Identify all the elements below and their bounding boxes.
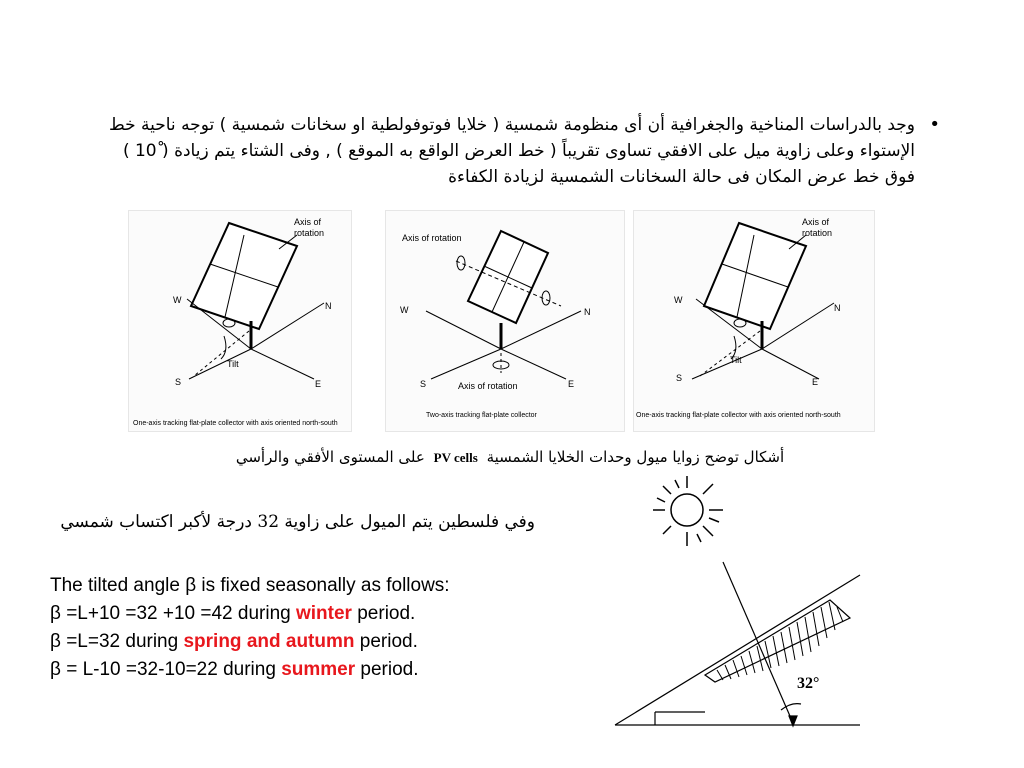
- figure-two-axis: [385, 210, 625, 432]
- axis-label-1: Axis of: [802, 217, 830, 227]
- caption-pv-cells: PV cells: [433, 450, 478, 465]
- palestine-tilt-text: وفي فلسطين يتم الميول على زاوية 32 درجة لأكبر اكتساب شمسي: [60, 512, 535, 532]
- figure-one-axis-left: [128, 210, 352, 432]
- bullet-point: •: [929, 114, 940, 135]
- season-summer: summer: [281, 659, 356, 680]
- compass-e: E: [315, 379, 322, 389]
- axis-label-2: rotation: [802, 228, 833, 238]
- beta-winter-line: β =L+10 =32 +10 =42 during winter period.: [50, 603, 416, 624]
- beta-spring-line: β =L=32 during spring and autumn period.: [50, 631, 418, 652]
- compass-w: W: [173, 295, 182, 305]
- compass-e: E: [812, 377, 819, 387]
- figure-caption-3: One-axis tracking flat-plate collector with axis oriented north-south: [636, 412, 841, 419]
- compass-s: S: [420, 379, 427, 389]
- compass-w: W: [674, 295, 683, 305]
- beta-intro: The tilted angle β is fixed seasonally as follows:: [50, 575, 450, 596]
- beta-summer-line: β = L-10 =32-10=22 during summer period.: [50, 659, 419, 680]
- figure-caption-2: Two-axis tracking flat-plate collector: [426, 412, 537, 419]
- intro-text: وجد بالدراسات المناخية والجغرافية أن أى منظومة شمسية ( خلايا فوتوفولطية او سخانات شمسية ) توجه ناحية خط الإستواء وعلى زاوية ميل على الافقي تساوى تقريباً ( خط العرض الواقع به الموقع ) , وفى الشتاء يتم زيادة ( 10ْ ) فوق خط عرض المكان فى حالة السخانات الشمسية لزيادة الكفاءة: [108, 115, 915, 187]
- caption-part-before: أشكال توضح زوايا ميول وحدات الخلايا الشمسية: [486, 448, 785, 466]
- tilt-label: Tilt: [227, 359, 239, 369]
- figure-caption-1: One-axis tracking flat-plate collector with axis oriented north-south: [133, 420, 338, 427]
- axis-label-bottom: Axis of rotation: [458, 381, 518, 391]
- axis-label-2: rotation: [294, 228, 325, 238]
- compass-n: N: [834, 303, 841, 313]
- compass-w: W: [400, 305, 409, 315]
- caption-part-after: على المستوى الأفقي والرأسي: [235, 448, 425, 466]
- one-axis-diagram-right: [634, 211, 874, 431]
- figure-one-axis-right: [633, 210, 875, 432]
- season-winter: winter: [296, 603, 352, 624]
- compass-s: S: [676, 373, 683, 383]
- one-axis-diagram-left: [129, 211, 351, 431]
- figures-caption: [180, 448, 840, 466]
- tilt-label: Tilt: [730, 355, 742, 365]
- two-axis-diagram: [386, 211, 624, 431]
- sun-icon: [653, 476, 723, 546]
- compass-n: N: [325, 301, 332, 311]
- axis-label-top: Axis of rotation: [402, 233, 462, 243]
- compass-e: E: [568, 379, 575, 389]
- angle-label: 32°: [797, 675, 820, 692]
- sun-tilt-diagram: [605, 470, 870, 739]
- sun-tilt-svg: [605, 470, 870, 735]
- compass-s: S: [175, 377, 182, 387]
- intro-paragraph: [90, 112, 940, 190]
- season-spring-autumn: spring and autumn: [183, 631, 355, 652]
- compass-n: N: [584, 307, 591, 317]
- axis-label-1: Axis of: [294, 217, 322, 227]
- beta-explanation: [50, 572, 570, 684]
